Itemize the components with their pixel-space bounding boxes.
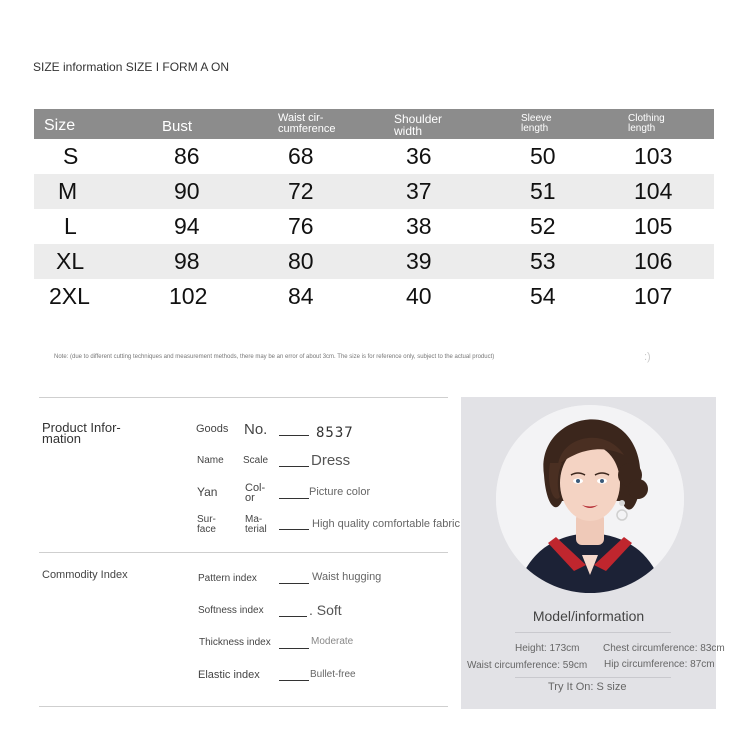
- thickness-underline: [279, 648, 309, 649]
- cell-length: 104: [634, 178, 673, 204]
- product-info-heading: Product Infor- mation: [42, 420, 121, 447]
- header-bust: Bust: [162, 118, 193, 135]
- table-row: [34, 209, 714, 244]
- cell-bust: 86: [174, 143, 200, 169]
- thickness-label: Thickness index: [199, 637, 271, 648]
- cell-bust: 90: [174, 178, 200, 204]
- surface-label: Sur- face: [197, 514, 216, 535]
- header-clothing: Clothing length: [628, 113, 665, 134]
- cell-bust: 98: [174, 248, 200, 274]
- cell-sleeve: 54: [530, 283, 556, 309]
- note-mark: :): [644, 351, 651, 363]
- cell-size: M: [58, 178, 78, 204]
- goods-label: Goods: [196, 423, 229, 435]
- cell-size: S: [63, 143, 79, 169]
- softness-underline: [279, 616, 307, 617]
- elastic-value: Bullet-free: [310, 669, 356, 680]
- color-underline: [279, 498, 309, 499]
- model-hip: Hip circumference: 87cm: [604, 659, 715, 670]
- cell-length: 106: [634, 248, 673, 274]
- cell-waist: 72: [288, 178, 314, 204]
- name-underline: [279, 466, 309, 467]
- table-row: [34, 279, 714, 314]
- scale-label: Scale: [243, 455, 269, 466]
- model-chest: Chest circumference: 83cm: [603, 643, 725, 654]
- cell-shoulder: 40: [406, 283, 432, 309]
- cell-shoulder: 39: [406, 248, 432, 274]
- material-label: Ma- terial: [245, 514, 267, 535]
- goods-number: 8537: [316, 425, 354, 441]
- cell-waist: 80: [288, 248, 314, 274]
- thickness-value: Moderate: [311, 636, 354, 647]
- header-shoulder: Shoulder width: [394, 112, 443, 138]
- table-row: [34, 244, 714, 279]
- divider-bottom: [39, 706, 448, 707]
- model-divider-bottom: [515, 677, 671, 678]
- size-table-header: [34, 109, 714, 139]
- cell-shoulder: 37: [406, 178, 432, 204]
- cell-waist: 68: [288, 143, 314, 169]
- no-underline: [279, 435, 309, 436]
- cell-length: 107: [634, 283, 673, 309]
- table-row: [34, 174, 714, 209]
- cell-size: XL: [56, 248, 85, 274]
- model-portrait-icon: [496, 405, 684, 593]
- cell-sleeve: 50: [530, 143, 556, 169]
- color-label: Col- or: [245, 482, 266, 505]
- pattern-underline: [279, 583, 309, 584]
- cell-bust: 102: [169, 283, 208, 309]
- cell-sleeve: 52: [530, 213, 556, 239]
- cell-length: 103: [634, 143, 673, 169]
- divider-top: [39, 397, 448, 398]
- header-sleeve: Sleeve length: [521, 113, 552, 134]
- cell-waist: 84: [288, 283, 314, 309]
- model-try-on: Try It On: S size: [548, 681, 627, 693]
- page-title: SIZE information SIZE I FORM A ON: [33, 60, 230, 74]
- elastic-underline: [279, 680, 309, 681]
- header-size: Size: [44, 117, 76, 134]
- model-waist: Waist circumference: 59cm: [467, 660, 588, 671]
- name-value: Dress: [311, 452, 351, 469]
- model-divider-top: [515, 632, 671, 633]
- softness-label: Softness index: [198, 605, 264, 616]
- measurement-note: Note: (due to different cutting techniques and measurement methods, there may be an error of about 3cm. The size is for reference only, subject to the actual product): [54, 354, 495, 360]
- softness-value: . Soft: [309, 602, 342, 618]
- header-waist: Waist cir- cumference: [278, 112, 336, 135]
- yan-label: Yan: [197, 485, 218, 499]
- no-label: No.: [244, 421, 268, 438]
- commodity-index-heading: Commodity Index: [42, 569, 128, 581]
- size-table: [34, 109, 714, 314]
- cell-sleeve: 51: [530, 178, 556, 204]
- cell-shoulder: 38: [406, 213, 432, 239]
- elastic-label: Elastic index: [198, 669, 260, 681]
- pattern-value: Waist hugging: [312, 571, 382, 583]
- cell-length: 105: [634, 213, 673, 239]
- table-row: [34, 139, 714, 174]
- cell-size: L: [64, 213, 77, 239]
- cell-waist: 76: [288, 213, 314, 239]
- divider-middle: [39, 552, 448, 553]
- model-photo: [496, 405, 684, 593]
- cell-shoulder: 36: [406, 143, 432, 169]
- material-value: High quality comfortable fabric: [312, 518, 460, 530]
- name-label: Name: [197, 455, 224, 466]
- cell-bust: 94: [174, 213, 200, 239]
- model-info-title: Model/information: [532, 608, 645, 624]
- cell-size: 2XL: [49, 283, 90, 309]
- model-height: Height: 173cm: [515, 643, 580, 654]
- material-underline: [279, 529, 309, 530]
- pattern-label: Pattern index: [198, 573, 257, 584]
- color-value: Picture color: [309, 486, 371, 498]
- cell-sleeve: 53: [530, 248, 556, 274]
